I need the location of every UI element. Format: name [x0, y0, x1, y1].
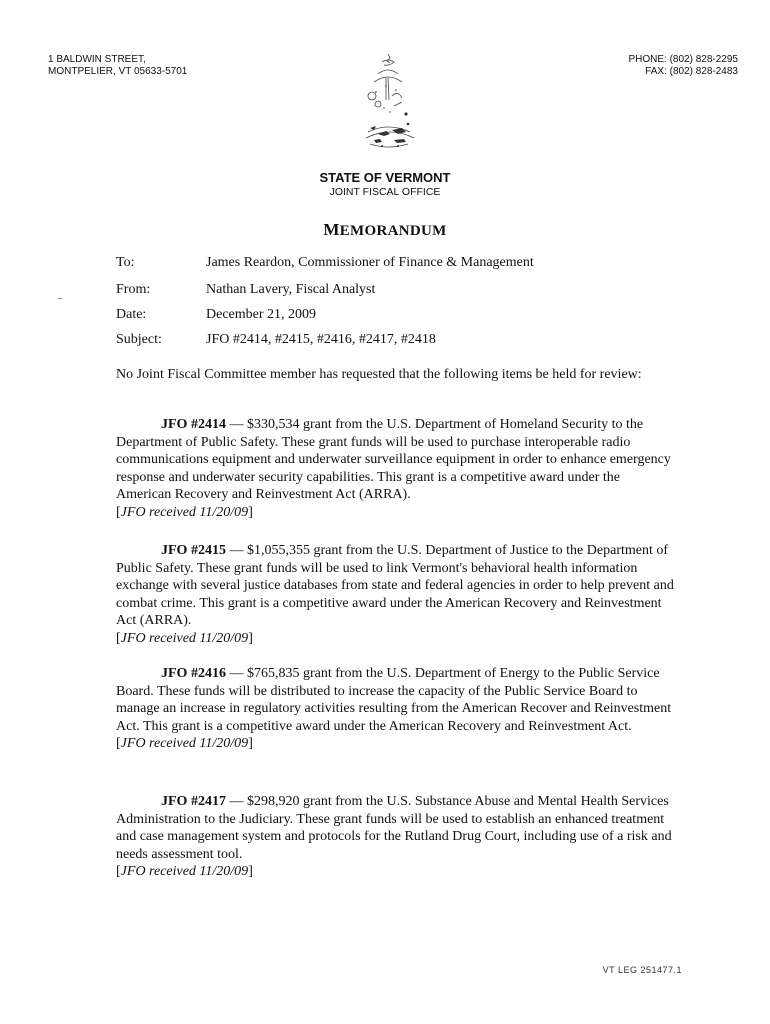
jfo-item-2417: [116, 793, 676, 881]
intro-paragraph: No Joint Fiscal Committee member has requested that the following items be held for review:: [116, 367, 642, 382]
jfo-item-2416: [116, 665, 676, 753]
item-id: JFO #2415: [161, 543, 226, 558]
org-name: STATE OF VERMONT: [319, 170, 451, 185]
from-label: From:: [116, 282, 151, 297]
item-received: [JFO received 11/20/09]: [116, 630, 253, 646]
subject-value: JFO #2414, #2415, #2416, #2417, #2418: [206, 332, 436, 347]
office-name: JOINT FISCAL OFFICE: [329, 186, 441, 198]
date-value: December 21, 2009: [206, 307, 317, 322]
item-id: JFO #2416: [161, 666, 226, 681]
return-address: [48, 54, 187, 78]
date-label: Date:: [116, 307, 147, 322]
subject-label: Subject:: [116, 332, 162, 347]
contact-numbers: [628, 54, 738, 78]
memo-title-initial: M: [323, 220, 340, 239]
item-id: JFO #2414: [161, 417, 226, 432]
to-label: To:: [116, 255, 135, 270]
item-received-text: JFO received 11/20/09: [120, 630, 249, 646]
item-received: [JFO received 11/20/09]: [116, 864, 253, 879]
jfo-item-2414: [116, 416, 676, 521]
to-value: James Reardon, Commissioner of Finance & Management: [206, 255, 534, 270]
from-value: Nathan Lavery, Fiscal Analyst: [206, 282, 376, 297]
phone-number: PHONE: (802) 828-2295: [628, 54, 738, 65]
memo-title: [0, 220, 770, 240]
item-text: — $1,055,355 grant from the U.S. Department of Justice to the Department of Public Safety. These grant funds will be used to link Vermont's behavioral health information exchange with several justice databases from state and federal agencies in order to help prevent and combat crime. This grant is a competitive award under the American Recovery and Reinvestment Act (ARRA).: [116, 543, 674, 628]
memo-title-rest: EMORANDUM: [339, 223, 447, 239]
item-text: — $330,534 grant from the U.S. Department of Homeland Security to the Department of Public Safety. These grant funds will be used to purchase interoperable radio communications equipment and underwater surveillance equipment in order to enhance emergency response and underwater security capabilities. This grant is a competitive award under the American Recovery and Reinvestment Act (ARRA).: [116, 417, 671, 502]
item-received: [JFO received 11/20/09]: [116, 736, 253, 751]
jfo-item-2415: [116, 542, 676, 647]
item-id: JFO #2417: [161, 794, 226, 809]
item-received-text: JFO received 11/20/09: [120, 864, 249, 879]
item-received-text: JFO received 11/20/09: [120, 736, 249, 751]
address-line-1: 1 BALDWIN STREET,: [48, 54, 146, 65]
state-seal-icon: [348, 48, 430, 160]
address-line-2: MONTPELIER, VT 05633-5701: [48, 66, 188, 77]
item-received: [JFO received 11/20/09]: [116, 504, 253, 520]
item-text: — $298,920 grant from the U.S. Substance Abuse and Mental Health Services Administration to the Judiciary. These grant funds will be used to establish an enhanced treatment and case management system and protocols for the Rutland Drug Court, including use of a risk and needs assessment tool.: [116, 794, 672, 862]
fax-number: FAX: (802) 828-2483: [645, 66, 738, 77]
document-id: VT LEG 251477.1: [602, 965, 682, 975]
margin-mark: [58, 298, 62, 299]
item-text: — $765,835 grant from the U.S. Department of Energy to the Public Service Board. These funds will be distributed to increase the capacity of the Public Service Board to manage an increase in regulatory activities resulting from the American Recover and Reinvestment Act. This grant is a competitive award under the American Recovery and Reinvestment Act.: [116, 666, 672, 734]
item-received-text: JFO received 11/20/09: [120, 504, 249, 520]
